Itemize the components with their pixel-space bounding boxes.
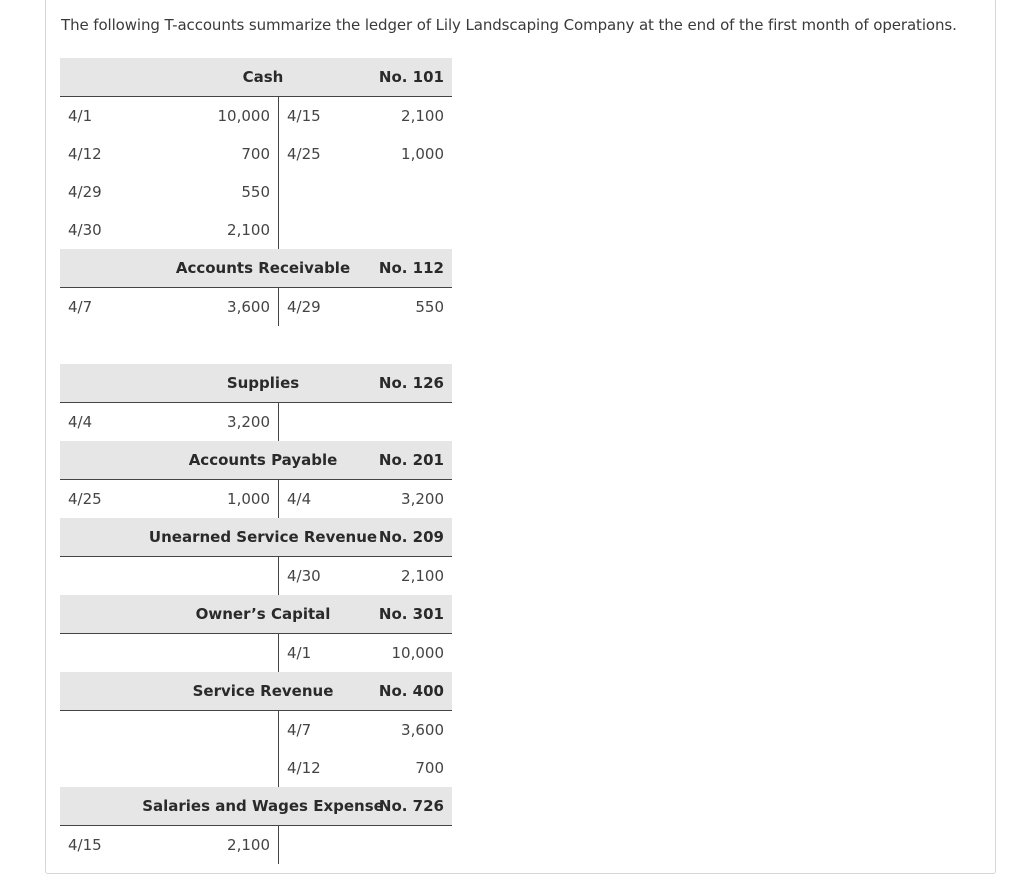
credit-amount: 2,100 bbox=[401, 107, 444, 125]
ledger-row bbox=[60, 97, 452, 135]
account-header bbox=[60, 364, 452, 403]
account-number: No. 126 bbox=[378, 374, 444, 392]
credit-amount: 700 bbox=[415, 759, 444, 777]
debit-date: 4/29 bbox=[68, 183, 102, 201]
debit-date: 4/25 bbox=[68, 490, 102, 508]
credit-amount: 3,600 bbox=[401, 721, 444, 739]
ledger-row bbox=[60, 826, 452, 864]
ledger-row bbox=[60, 135, 452, 173]
account-number: No. 301 bbox=[378, 605, 444, 623]
ledger-row bbox=[60, 634, 452, 672]
debit-date: 4/4 bbox=[68, 413, 93, 431]
credit-amount: 2,100 bbox=[401, 567, 444, 585]
credit-date: 4/1 bbox=[287, 644, 312, 662]
t-account-divider bbox=[278, 480, 279, 518]
account-header bbox=[60, 595, 452, 634]
t-account-divider bbox=[278, 826, 279, 864]
account-name: Owner’s Capital bbox=[195, 605, 331, 623]
account-header bbox=[60, 518, 452, 557]
t-account-divider bbox=[278, 711, 279, 749]
ledger-row bbox=[60, 403, 452, 441]
account-number: No. 726 bbox=[378, 797, 444, 815]
debit-amount: 550 bbox=[241, 183, 270, 201]
credit-amount: 1,000 bbox=[401, 145, 444, 163]
account-name: Salaries and Wages Expense bbox=[142, 797, 384, 815]
credit-date: 4/15 bbox=[287, 107, 321, 125]
t-account-divider bbox=[278, 634, 279, 672]
debit-amount: 2,100 bbox=[227, 836, 270, 854]
ledger-row bbox=[60, 288, 452, 326]
credit-date: 4/12 bbox=[287, 759, 321, 777]
account-header bbox=[60, 441, 452, 480]
intro-text: The following T-accounts summarize the ledger of Lily Landscaping Company at the end of the first month of operations. bbox=[61, 16, 957, 34]
credit-date: 4/29 bbox=[287, 298, 321, 316]
account-number: No. 101 bbox=[378, 68, 444, 86]
credit-date: 4/7 bbox=[287, 721, 312, 739]
ledger-t-accounts bbox=[60, 58, 452, 864]
t-account-divider bbox=[278, 403, 279, 441]
ledger-row bbox=[60, 326, 452, 364]
credit-amount: 550 bbox=[415, 298, 444, 316]
t-account-divider bbox=[278, 135, 279, 173]
account-name: Service Revenue bbox=[192, 682, 334, 700]
debit-amount: 2,100 bbox=[227, 221, 270, 239]
ledger-row bbox=[60, 557, 452, 595]
account-header bbox=[60, 787, 452, 826]
account-name: Cash bbox=[242, 68, 284, 86]
ledger-row bbox=[60, 173, 452, 211]
debit-date: 4/30 bbox=[68, 221, 102, 239]
credit-date: 4/4 bbox=[287, 490, 312, 508]
t-account-divider bbox=[278, 97, 279, 135]
ledger-row bbox=[60, 711, 452, 749]
account-number: No. 201 bbox=[378, 451, 444, 469]
debit-amount: 10,000 bbox=[217, 107, 270, 125]
ledger-row bbox=[60, 480, 452, 518]
account-name: Supplies bbox=[226, 374, 300, 392]
account-header bbox=[60, 672, 452, 711]
account-number: No. 112 bbox=[378, 259, 444, 277]
credit-amount: 10,000 bbox=[391, 644, 444, 662]
t-account-divider bbox=[278, 211, 279, 249]
debit-date: 4/7 bbox=[68, 298, 93, 316]
account-name: Unearned Service Revenue bbox=[148, 528, 378, 546]
account-name: Accounts Payable bbox=[188, 451, 338, 469]
account-number: No. 400 bbox=[378, 682, 444, 700]
debit-date: 4/1 bbox=[68, 107, 93, 125]
debit-amount: 3,600 bbox=[227, 298, 270, 316]
t-account-divider bbox=[278, 749, 279, 787]
debit-amount: 700 bbox=[241, 145, 270, 163]
ledger-row bbox=[60, 749, 452, 787]
credit-amount: 3,200 bbox=[401, 490, 444, 508]
credit-date: 4/30 bbox=[287, 567, 321, 585]
debit-amount: 3,200 bbox=[227, 413, 270, 431]
account-header bbox=[60, 249, 452, 288]
account-header bbox=[60, 58, 452, 97]
debit-date: 4/15 bbox=[68, 836, 102, 854]
credit-date: 4/25 bbox=[287, 145, 321, 163]
account-number: No. 209 bbox=[378, 528, 444, 546]
debit-date: 4/12 bbox=[68, 145, 102, 163]
t-account-divider bbox=[278, 173, 279, 211]
t-account-divider bbox=[278, 557, 279, 595]
t-account-divider bbox=[278, 288, 279, 326]
account-name: Accounts Receivable bbox=[175, 259, 351, 277]
debit-amount: 1,000 bbox=[227, 490, 270, 508]
ledger-row bbox=[60, 211, 452, 249]
